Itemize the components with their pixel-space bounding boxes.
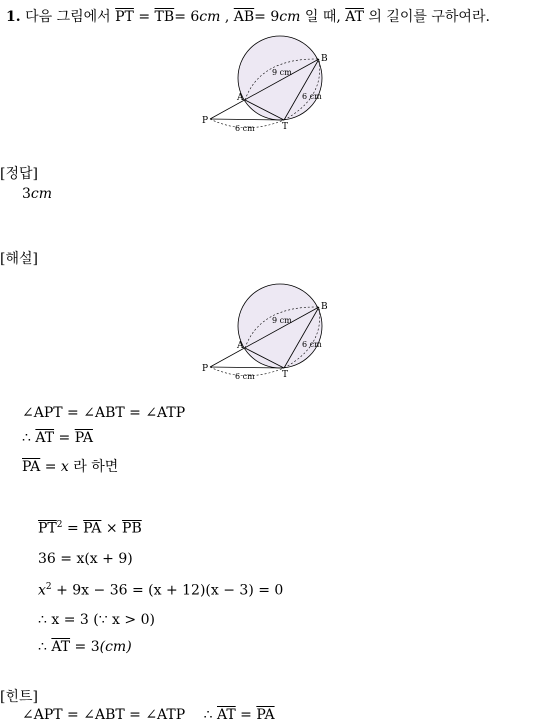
segment-pa-sol: $\overline{PA}$ — [74, 430, 93, 446]
segment-pb-eq1: $\overline{PB}$ — [122, 520, 142, 537]
hint-segment-at: $\overline{AT}$ — [217, 707, 236, 723]
segment-pt-sq: $\overline{PT}$ — [38, 520, 57, 537]
segment-at-sol: $\overline{AT}$ — [35, 430, 55, 446]
therefore-symbol: ∴ — [22, 430, 31, 446]
eq5-segment-at: $\overline{AT}$ — [51, 639, 71, 655]
answer-unit: cm — [30, 186, 53, 202]
segment-pa-def: $\overline{PA}$ — [22, 459, 41, 475]
answer-value — [22, 186, 52, 202]
eq5-value: = 3 — [74, 639, 100, 655]
circle — [238, 36, 322, 120]
comma: , — [224, 9, 230, 25]
exponent-2: 2 — [56, 520, 63, 530]
solution-figure — [200, 276, 340, 386]
label-t: T — [282, 122, 289, 132]
equation-2: 36 = x(x + 9) — [38, 551, 133, 567]
equals: = — [138, 9, 151, 25]
label-9cm-2: 9 cm — [272, 316, 292, 325]
define-text: 라 하면 — [73, 459, 119, 475]
equation-5 — [38, 639, 132, 655]
problem-text-3: 의 길이를 구하여라. — [368, 9, 490, 25]
label-b: B — [321, 54, 328, 64]
problem-statement — [6, 6, 490, 26]
hint-label: [힌트] — [0, 689, 38, 705]
label-a-2: A — [237, 341, 244, 351]
eq3-x: x — [38, 582, 46, 599]
problem-text-2: 일 때, — [304, 9, 341, 25]
hint-equals: = — [240, 707, 252, 723]
problem-figure — [200, 28, 340, 138]
label-9cm: 9 cm — [272, 68, 292, 77]
value-nine: = 9 — [254, 9, 280, 25]
hint-segment-pa: $\overline{PA}$ — [256, 707, 275, 723]
eq3-rest: + 9x − 36 = (x + 12)(x − 3) = 0 — [56, 582, 284, 599]
solution-line-2 — [22, 430, 93, 446]
solution-label: [해설] — [0, 251, 38, 267]
equation-4: ∴ x = 3 (∵ x > 0) — [38, 612, 155, 628]
solution-line-1: ∠APT = ∠ABT = ∠ATP — [22, 405, 186, 421]
label-a: A — [237, 93, 244, 103]
unit-cm-2: cm — [279, 9, 301, 25]
equals-sol: = — [58, 430, 71, 446]
label-6cm-pt-2: 6 cm — [235, 372, 255, 381]
problem-number: 1. — [6, 9, 21, 25]
circle-2 — [238, 284, 322, 368]
segment-pa-eq1: $\overline{PA}$ — [83, 520, 102, 537]
unit-cm: cm — [199, 9, 221, 25]
label-6cm-pt: 6 cm — [235, 124, 255, 133]
equation-1 — [38, 520, 142, 537]
variable-x: x — [60, 459, 69, 475]
hint-therefore: ∴ — [203, 707, 213, 723]
solution-line-3 — [22, 456, 118, 476]
equation-3 — [38, 582, 283, 599]
equals-def: = — [44, 459, 57, 475]
segment-pt: $\overline{PT}$ — [115, 9, 134, 25]
segment-tb: $\overline{TB}$ — [154, 9, 175, 25]
label-6cm-tb: 6 cm — [302, 92, 322, 101]
answer-label: [정답] — [0, 166, 38, 182]
label-6cm-tb-2: 6 cm — [302, 340, 322, 349]
equals-eq1: = — [66, 520, 79, 537]
segment-ab: $\overline{AB}$ — [233, 9, 255, 25]
hint-angles: ∠APT = ∠ABT = ∠ATP — [22, 707, 186, 723]
label-t-2: T — [282, 370, 289, 380]
times-symbol: × — [105, 520, 118, 537]
answer-number: 3 — [22, 186, 31, 202]
eq3-exponent: 2 — [45, 582, 52, 592]
label-b-2: B — [321, 302, 328, 312]
segment-at: $\overline{AT}$ — [345, 9, 364, 25]
eq5-therefore: ∴ — [38, 639, 47, 655]
label-p-2: P — [202, 364, 209, 374]
problem-text-1: 다음 그림에서 — [25, 9, 111, 25]
value-six: = 6 — [174, 9, 200, 25]
hint-line — [22, 707, 275, 723]
label-p: P — [202, 116, 209, 126]
eq5-unit: (cm) — [99, 639, 132, 655]
